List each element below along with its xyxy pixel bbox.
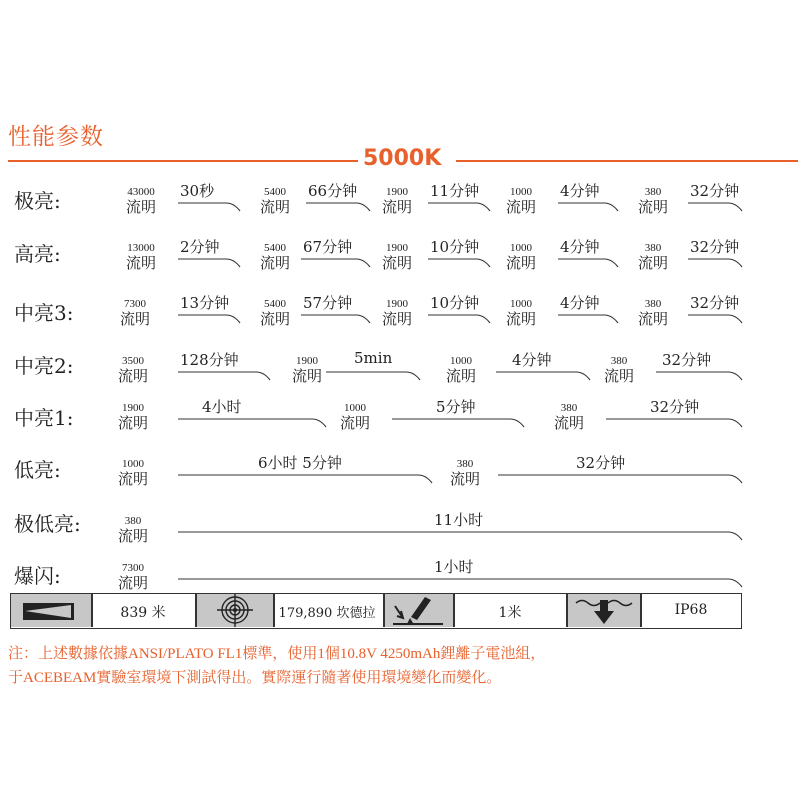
runtime-curve xyxy=(558,203,618,211)
waterproof-value: IP68 xyxy=(674,602,708,618)
lumen-unit: 流明 xyxy=(259,198,290,216)
runtime-curve xyxy=(178,475,432,483)
footnote-line-2: 于ACEBEAM實驗室環境下測試得出。實際運行隨著使用環境變化而變化。 xyxy=(8,670,502,686)
runtime-curve xyxy=(688,203,742,211)
lumen-unit: 流明 xyxy=(117,527,148,545)
section-title: 性能参数 xyxy=(8,124,104,150)
stage-runtime: 4分钟 xyxy=(512,351,552,369)
lumen-value: 1900 xyxy=(386,186,408,198)
lumen-value: 380 xyxy=(644,186,662,198)
runtime-curve xyxy=(498,475,742,483)
stage-runtime: 67分钟 xyxy=(303,238,353,256)
stage-runtime: 10分钟 xyxy=(430,238,480,256)
stage-runtime: 5分钟 xyxy=(436,398,476,416)
runtime-curve xyxy=(428,315,490,323)
lumen-unit: 流明 xyxy=(449,470,480,488)
runtime-curve xyxy=(606,419,742,427)
stage-runtime: 32分钟 xyxy=(690,182,740,200)
lumen-unit: 流明 xyxy=(117,414,148,432)
intensity-target-icon xyxy=(197,594,273,627)
stage-runtime: 1小时 xyxy=(434,558,474,576)
lumen-unit: 流明 xyxy=(505,310,536,328)
runtime-curve xyxy=(178,372,270,380)
runtime-curve xyxy=(178,315,240,323)
lumen-unit: 流明 xyxy=(125,254,156,272)
stage-runtime: 57分钟 xyxy=(303,294,353,312)
spec-bar xyxy=(10,593,742,629)
lumen-unit: 流明 xyxy=(381,198,412,216)
lumen-unit: 流明 xyxy=(637,198,668,216)
beam-distance-value: 839 米 xyxy=(120,605,166,621)
impact-value: 1米 xyxy=(498,605,522,621)
intensity-value: 179,890 坎德拉 xyxy=(278,606,376,621)
footnote-line-1: 注：上述數據依據ANSI/PLATO FL1標準，使用1個10.8V 4250mAh鋰離子電池組， xyxy=(8,646,546,662)
runtime-curve xyxy=(178,419,326,427)
runtime-curve xyxy=(428,259,490,267)
lumen-unit: 流明 xyxy=(637,254,668,272)
lumen-unit: 流明 xyxy=(117,574,148,592)
stage-runtime: 4分钟 xyxy=(560,182,600,200)
mode-name: 中亮3: xyxy=(14,301,74,325)
stage-runtime: 4小时 xyxy=(202,398,242,416)
lumen-unit: 流明 xyxy=(553,414,584,432)
beam-distance-icon xyxy=(11,594,91,627)
lumen-value: 7300 xyxy=(124,298,146,310)
stage-runtime: 30秒 xyxy=(180,182,215,200)
lumen-value: 1900 xyxy=(386,242,408,254)
lumen-unit: 流明 xyxy=(603,367,634,385)
mode-name: 低亮: xyxy=(14,458,61,482)
stage-runtime: 6小时 5分钟 xyxy=(258,454,342,472)
lumen-value: 43000 xyxy=(127,186,155,198)
runtime-curve xyxy=(688,315,742,323)
stage-runtime: 13分钟 xyxy=(180,294,230,312)
lumen-value: 5400 xyxy=(264,242,286,254)
lumen-unit: 流明 xyxy=(339,414,370,432)
runtime-curve xyxy=(392,419,524,427)
color-temperature: 5000K xyxy=(363,146,442,171)
lumen-value: 380 xyxy=(124,515,142,527)
runtime-curve xyxy=(558,259,618,267)
stage-runtime: 32分钟 xyxy=(662,351,712,369)
mode-name: 极亮: xyxy=(14,189,61,213)
waterproof-icon xyxy=(568,594,640,627)
runtime-curve xyxy=(496,372,590,380)
impact-resistance-icon xyxy=(385,594,453,627)
runtime-curve xyxy=(178,579,742,587)
lumen-value: 1000 xyxy=(510,298,532,310)
lumen-value: 1900 xyxy=(296,355,318,367)
lumen-value: 380 xyxy=(456,458,474,470)
lumen-value: 380 xyxy=(644,242,662,254)
lumen-value: 380 xyxy=(610,355,628,367)
stage-runtime: 4分钟 xyxy=(560,238,600,256)
mode-name: 中亮2: xyxy=(14,354,74,378)
lumen-unit: 流明 xyxy=(119,310,150,328)
mode-name: 极低亮: xyxy=(14,512,81,536)
stage-runtime: 4分钟 xyxy=(560,294,600,312)
stage-runtime: 11分钟 xyxy=(430,182,480,200)
stage-runtime: 11小时 xyxy=(434,511,484,529)
runtime-curve xyxy=(178,532,742,540)
lumen-unit: 流明 xyxy=(445,367,476,385)
lumen-value: 3500 xyxy=(122,355,144,367)
runtime-curve xyxy=(558,315,618,323)
runtime-curve xyxy=(688,259,742,267)
mode-name: 高亮: xyxy=(14,242,61,266)
lumen-unit: 流明 xyxy=(259,310,290,328)
lumen-value: 1000 xyxy=(450,355,472,367)
lumen-value: 5400 xyxy=(264,186,286,198)
runtime-curve xyxy=(178,203,240,211)
lumen-unit: 流明 xyxy=(505,254,536,272)
lumen-value: 1000 xyxy=(344,402,366,414)
lumen-value: 1000 xyxy=(510,242,532,254)
stage-runtime: 32分钟 xyxy=(690,294,740,312)
lumen-value: 1000 xyxy=(510,186,532,198)
runtime-curve xyxy=(326,372,420,380)
mode-name: 中亮1: xyxy=(14,406,74,430)
stage-runtime: 5min xyxy=(354,349,393,367)
stage-runtime: 32分钟 xyxy=(650,398,700,416)
runtime-curve xyxy=(301,259,370,267)
mode-name: 爆闪: xyxy=(14,564,61,588)
lumen-value: 13000 xyxy=(127,242,155,254)
stage-runtime: 2分钟 xyxy=(180,238,220,256)
runtime-curve xyxy=(428,203,490,211)
lumen-unit: 流明 xyxy=(259,254,290,272)
stage-runtime: 32分钟 xyxy=(690,238,740,256)
runtime-curve xyxy=(656,372,742,380)
lumen-value: 7300 xyxy=(122,562,144,574)
stage-runtime: 128分钟 xyxy=(180,351,239,369)
lumen-unit: 流明 xyxy=(125,198,156,216)
lumen-value: 1900 xyxy=(386,298,408,310)
lumen-unit: 流明 xyxy=(117,470,148,488)
lumen-value: 1000 xyxy=(122,458,144,470)
lumen-unit: 流明 xyxy=(637,310,668,328)
lumen-unit: 流明 xyxy=(381,254,412,272)
lumen-unit: 流明 xyxy=(505,198,536,216)
runtime-curve xyxy=(306,203,370,211)
stage-runtime: 10分钟 xyxy=(430,294,480,312)
lumen-value: 5400 xyxy=(264,298,286,310)
stage-runtime: 66分钟 xyxy=(308,182,358,200)
lumen-value: 380 xyxy=(644,298,662,310)
runtime-curve xyxy=(178,259,240,267)
lumen-value: 380 xyxy=(560,402,578,414)
lumen-unit: 流明 xyxy=(291,367,322,385)
lumen-unit: 流明 xyxy=(381,310,412,328)
lumen-value: 1900 xyxy=(122,402,144,414)
lumen-unit: 流明 xyxy=(117,367,148,385)
runtime-curve xyxy=(301,315,370,323)
stage-runtime: 32分钟 xyxy=(576,454,626,472)
